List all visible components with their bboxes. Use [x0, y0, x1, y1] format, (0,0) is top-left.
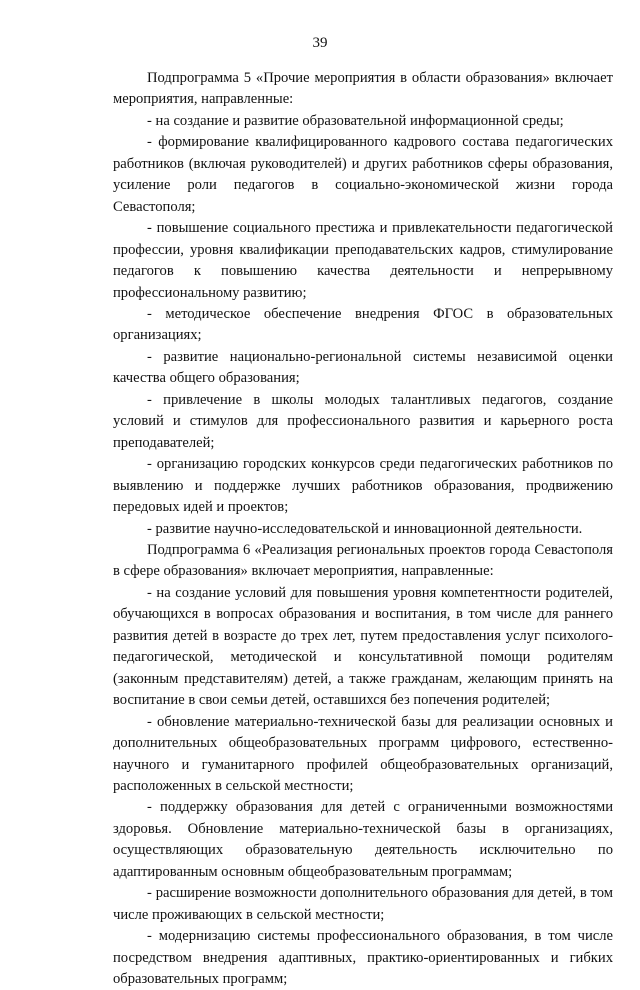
list-item: - привлечение в школы молодых талантливых педагогов, создание условий и стимулов для профессионального развития и карьерного роста преподавателей; — [113, 391, 613, 451]
list-item: - поддержку образования для детей с ограниченными возможностями здоровья. Обновление материально-технической базы в организациях, осуществляющих образовательную деятельность исключительно по адаптированным основным общеобразовательным программам; — [113, 799, 613, 880]
list-item: - расширение возможности дополнительного образования для детей, в том числе проживающих в сельской местности; — [113, 885, 613, 923]
page-number: 39 — [312, 35, 328, 51]
list-item: - организацию городских конкурсов среди педагогических работников по выявлению и поддержке лучших работников образования, продвижению передовых идей и проектов; — [113, 456, 613, 516]
list-item: - модернизацию системы профессионального образования, в том числе посредством внедрения адаптивных, практико-ориентированных и гибких образовательных программ; — [113, 928, 613, 988]
paragraph-subprogram-5-intro: Подпрограмма 5 «Прочие мероприятия в области образования» включает мероприятия, направленные: — [113, 70, 613, 108]
list-item: - развитие научно-исследовательской и инновационной деятельности. — [147, 520, 583, 537]
document-body — [113, 68, 613, 990]
list-item: - на создание условий для повышения уровня компетентности родителей, обучающихся в вопросах образования и воспитания, в том числе для раннего развития детей в возрасте до трех лет, путем предоставления услуг психолого-педагогической, методической и консультативной помощи родителям (законным представителям) детей, а также гражданам, желающим принять на воспитание в свои семьи детей, оставшихся без попечения родителей; — [113, 584, 613, 709]
list-item: - формирование квалифицированного кадрового состава педагогических работников (включая руководителей) и других работников сферы образования, усиление роли педагогов в социально-экономической жизни города Севастополя; — [113, 134, 613, 215]
list-item: - развитие национально-региональной системы независимой оценки качества общего образования; — [113, 348, 613, 387]
paragraph-subprogram-6-intro: Подпрограмма 6 «Реализация региональных проектов города Севастополя в сфере образования» включает мероприятия, направленные: — [113, 541, 613, 580]
list-item: - методическое обеспечение внедрения ФГОС в образовательных организациях; — [113, 305, 613, 344]
list-item: - повышение социального престижа и привлекательности педагогической профессии, уровня квалификации преподавательских кадров, стимулирование педагогов к повышению качества деятельности и непрерывному профессиональному развитию; — [113, 220, 613, 301]
list-item: - на создание и развитие образовательной информационной среды; — [147, 112, 564, 129]
list-item: - обновление материально-технической базы для реализации основных и дополнительных общеобразовательных программ цифрового, естественно-научного и гуманитарного профилей общеобразовательных организаций, расположенных в сельской местности; — [113, 713, 613, 794]
